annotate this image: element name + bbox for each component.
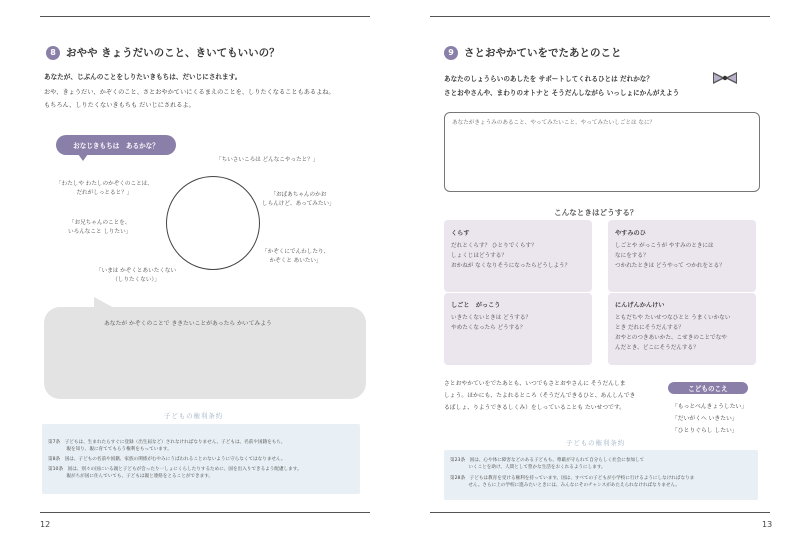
rights-title: 子どもの権利条約 (164, 412, 224, 420)
section-title: おやや きょうだいのこと、きいてもいいの？ (66, 47, 280, 59)
card-text: しごとや がっこうが やすみのときには なにをする？ つかれたときは どうやって つかれをとる？ (615, 243, 725, 269)
ribbon-icon (710, 70, 740, 86)
rights-line: いくことを助け、人間として豊かな生活をおくれるようにします。 (450, 465, 606, 470)
page-number: 12 (40, 520, 51, 529)
rights-line: 第8条 国は、子どもの名前や国籍、家族の関係がむやみにうばわれることのないように守らなくてはなりません。 (48, 457, 286, 462)
intro-bold: あなたのしょうらいのあしたを サポートしてくれるひとは だれかな？ (444, 75, 653, 83)
card-text: いきたくないときは どうする？ やめたくなったら どうする？ (451, 315, 532, 331)
rights-line: 第28条 子どもは教育を受ける権利を持っています。国は、すべての子どもが小学校に行けるようにしなければなりま (450, 476, 695, 481)
top-rule (430, 16, 770, 17)
intro-bold: さとおやさんや、まわりのオトナと そうだんしながら いっしょにかんがえよう (444, 89, 680, 97)
intro-line: もちろん、しりたくないきもちも だいじにされるよ。 (44, 102, 195, 109)
bottom-rule (430, 512, 770, 513)
quote-text: 「わたしや わたしのかぞくのことは、 だれがしっとると？」 (56, 181, 153, 196)
rights-line: 第23条 国は、心や体に障害などのある子どもも、尊厳が守られて自分らしく社会に参加して (450, 458, 645, 463)
section-number-badge: 8 (46, 46, 60, 60)
card-heading: しごと がっこう (451, 302, 501, 309)
children-voice-badge: こどものこえ (668, 382, 748, 394)
top-rule (40, 16, 370, 17)
section-title: さとおやかていをでたあとのこと (464, 47, 622, 59)
rights-line: 第10条 国は、别々の国にいる親と子どもが会ったり一しょにくらしたりするために、国を出入りできるよう配慮します。 (48, 467, 302, 472)
section-9-header (444, 45, 622, 60)
sub-heading: こんなときはどうする？ (554, 208, 638, 217)
rights-line: 親を知り、親に育ててもらう権利をもっています。 (48, 447, 172, 452)
card-heading: やすみのひ (615, 230, 646, 237)
rights-line: 第7条 子どもは、生まれたらすぐに登録（出生届など）されなければなりません。子どもは、名前や国籍をもち、 (48, 440, 286, 445)
textbox-prompt: あなたがきょうみのあること、やってみたいこと、やってみたいしごとは なに？ (452, 120, 656, 126)
rights-title: 子どもの権利条約 (566, 439, 626, 447)
writing-prompt: あなたが かぞくのことで ききたいことがあったら かいてみよう (104, 321, 272, 327)
intro-bold: あなたが、じぶんのことをしりたいきもちは、だいじにされます。 (44, 73, 242, 81)
rights-line: 親がちが国に住んでいても、子どもは親と連絡をとることができます。 (48, 474, 214, 479)
bottom-rule (40, 512, 370, 513)
quote-text: 「おばあちゃんのかお しらんけど、あってみたい」 (262, 192, 335, 207)
quote-text: 「かぞくにでんわしたり、 かぞくと あいたい」 (262, 249, 330, 264)
rights-line: せん。さらに上の学校に進みたいときには、みんなにそのチャンスがあたえられなければなりません。 (450, 483, 680, 488)
voice-line: 「ひとりぐらし したい」 (672, 428, 738, 434)
section-8-header (46, 45, 280, 60)
card-heading: くらす (451, 230, 470, 237)
voice-line: 「もっとべんきょうしたい」 (672, 404, 748, 410)
voice-line: 「だいがくへ いきたい」 (672, 416, 738, 422)
card-text: ともだちや たいせつなひとと うまくいかない とき だれにそうだんする？ おやとのつきあいかた、こせきのことでなや んだとき、どこにそうだんする？ (615, 315, 731, 351)
section-number-badge: 9 (444, 46, 458, 60)
closing-text: さとおやかていをでたあとも、いつでもさとおやさんに そうだんしま しょう。ほかにも、たよれるところ（そうだんできるひと、あんしんでき るばしょ、りようできるしくみ）をしっていることも たいせつです。 (444, 381, 636, 411)
quote-text: 「いまは かぞくとあいたくない （しりたくない）」 (96, 268, 177, 283)
card-heading: にんげんかんけい (615, 302, 665, 309)
quote-text: 「お兄ちゃんのことを、 いろんなこと しりたい」 (68, 220, 132, 235)
center-circle (166, 176, 260, 270)
card-text: だれとくらす？ ひとりでくらす？ しょくじはどうする？ おかねが なくなりそうになったらどうしよう？ (451, 243, 571, 269)
intro-line: おや、きょうだい、かぞくのこと、さとおやかていにくるまえのことを、しりたくなることもあるよね。 (44, 89, 335, 96)
page-number: 13 (762, 520, 773, 529)
quote-text: 「ちいさいころは どんなこやったと？」 (216, 157, 319, 163)
same-feeling-bubble: おなじきもちは あるかな？ (56, 135, 176, 155)
